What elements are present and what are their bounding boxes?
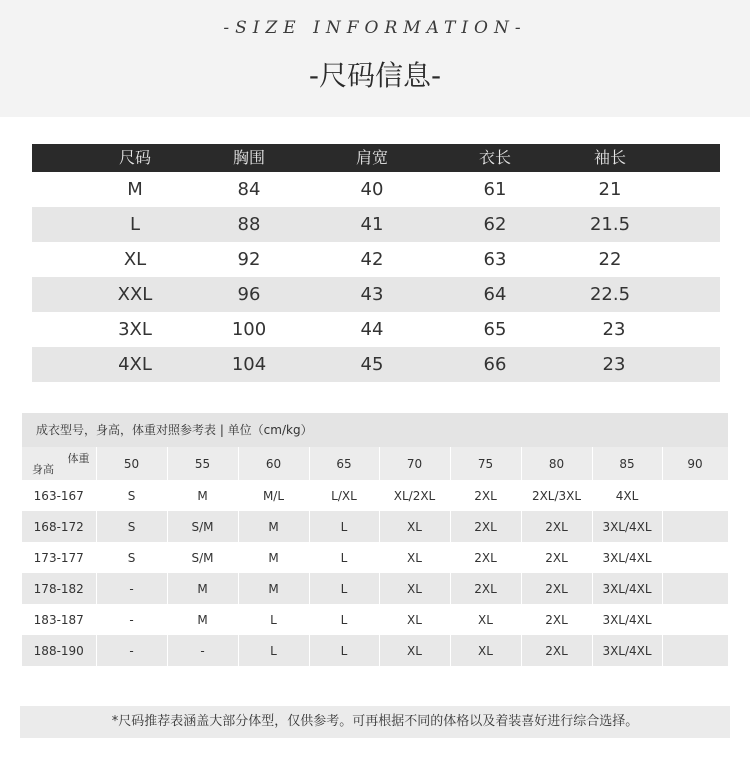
subtitle: -SIZE INFORMATION- — [223, 18, 527, 38]
size-cell: 65 — [483, 319, 507, 340]
size-cell: 2XL — [521, 635, 592, 666]
table-row — [22, 542, 728, 573]
size-cell — [662, 635, 728, 666]
size-cell: 104 — [231, 354, 267, 375]
table-row — [22, 573, 728, 604]
size-cell — [662, 542, 728, 573]
size-cell: - — [167, 635, 238, 666]
size-cell: 45 — [360, 354, 384, 375]
header-cell: 衣长 — [478, 148, 512, 167]
size-cell: M — [167, 480, 238, 511]
size-cell: M/L — [238, 480, 309, 511]
footnote: *尺码推荐表涵盖大部分体型，仅供参考。可再根据不同的体格以及着装喜好进行综合选择。 — [20, 706, 730, 738]
size-cell: M — [127, 179, 143, 200]
weight-header-row — [22, 447, 728, 480]
size-cell: 2XL — [450, 480, 521, 511]
header-cell: 胸围 — [232, 148, 266, 167]
size-cell: XL — [379, 573, 450, 604]
weight-cell: 75 — [450, 447, 521, 480]
size-cell: L — [238, 635, 309, 666]
size-cell: L/XL — [309, 480, 379, 511]
size-cell: 66 — [483, 354, 507, 375]
size-cell: S — [96, 542, 167, 573]
size-cell: L — [309, 542, 379, 573]
weight-cell: 80 — [521, 447, 592, 480]
size-cell: XL — [379, 511, 450, 542]
size-cell: - — [96, 635, 167, 666]
size-cell: 2XL — [521, 604, 592, 635]
table-row — [32, 207, 720, 242]
size-cell: 44 — [360, 319, 384, 340]
size-cell: L — [309, 573, 379, 604]
corner-cell — [22, 447, 96, 480]
size-cell — [662, 480, 728, 511]
size-cell: L — [309, 511, 379, 542]
size-cell: 96 — [237, 284, 261, 305]
header-cell: 肩宽 — [355, 148, 389, 167]
size-cell: 88 — [237, 214, 261, 235]
size-cell: XL — [379, 635, 450, 666]
reference-grid — [22, 447, 729, 666]
size-cell: 3XL/4XL — [592, 604, 662, 635]
size-cell: 64 — [483, 284, 507, 305]
height-cell: 178-182 — [22, 573, 96, 604]
size-cell: 84 — [237, 179, 261, 200]
size-cell: 3XL/4XL — [592, 542, 662, 573]
weight-cell: 85 — [592, 447, 662, 480]
corner-weight-label: 体重 — [67, 452, 90, 465]
height-cell: 183-187 — [22, 604, 96, 635]
size-cell: S — [96, 511, 167, 542]
size-cell: 4XL — [592, 480, 662, 511]
size-cell: XL — [123, 249, 147, 270]
size-cell: 3XL/4XL — [592, 511, 662, 542]
size-cell: 2XL/3XL — [521, 480, 592, 511]
size-cell: M — [167, 604, 238, 635]
height-cell: 188-190 — [22, 635, 96, 666]
size-cell: 2XL — [521, 573, 592, 604]
table-row — [32, 172, 720, 207]
size-cell: 3XL/4XL — [592, 635, 662, 666]
size-cell: 2XL — [450, 542, 521, 573]
size-cell: 22 — [598, 249, 622, 270]
size-cell: 3XL/4XL — [592, 573, 662, 604]
weight-cell: 60 — [238, 447, 309, 480]
size-cell: 22.5 — [589, 284, 631, 305]
table-row — [22, 604, 728, 635]
table-row — [32, 277, 720, 312]
weight-cell: 70 — [379, 447, 450, 480]
size-cell: S — [96, 480, 167, 511]
height-cell: 168-172 — [22, 511, 96, 542]
size-cell: 3XL — [118, 319, 152, 340]
page-title: -尺码信息- — [308, 59, 442, 92]
size-cell: 63 — [483, 249, 507, 270]
size-cell: 2XL — [450, 511, 521, 542]
size-cell: 100 — [231, 319, 267, 340]
size-cell: XL — [379, 604, 450, 635]
size-cell: - — [96, 573, 167, 604]
size-cell: M — [167, 573, 238, 604]
reference-caption: 成衣型号，身高，体重对照参考表 | 单位（cm/kg） — [22, 413, 728, 447]
header-cell: 袖长 — [593, 148, 627, 167]
size-cell: L — [129, 214, 141, 235]
size-table — [32, 144, 720, 382]
size-cell: 23 — [602, 319, 626, 340]
size-cell: 41 — [360, 214, 384, 235]
size-cell: 23 — [602, 354, 626, 375]
size-cell — [662, 604, 728, 635]
size-cell: 2XL — [450, 573, 521, 604]
height-cell: 163-167 — [22, 480, 96, 511]
size-cell: - — [96, 604, 167, 635]
height-cell: 173-177 — [22, 542, 96, 573]
size-cell: 42 — [360, 249, 384, 270]
size-cell: 62 — [483, 214, 507, 235]
size-cell: L — [309, 604, 379, 635]
size-cell: 21 — [598, 179, 622, 200]
size-cell: 4XL — [118, 354, 152, 375]
weight-cell: 50 — [96, 447, 167, 480]
size-cell: S/M — [167, 542, 238, 573]
size-cell: 40 — [360, 179, 384, 200]
header-cell: 尺码 — [118, 148, 152, 167]
size-cell: 43 — [360, 284, 384, 305]
size-table-header — [32, 144, 720, 172]
weight-cell: 55 — [167, 447, 238, 480]
size-cell: L — [238, 604, 309, 635]
size-cell: M — [238, 511, 309, 542]
table-row — [22, 511, 728, 542]
size-cell: XL — [379, 542, 450, 573]
reference-table — [22, 413, 728, 666]
table-row — [22, 480, 728, 511]
size-cell — [662, 511, 728, 542]
size-cell: 2XL — [521, 542, 592, 573]
weight-cell: 90 — [662, 447, 728, 480]
size-cell: XXL — [117, 284, 153, 305]
size-cell: L — [309, 635, 379, 666]
size-cell: M — [238, 542, 309, 573]
size-cell: XL/2XL — [379, 480, 450, 511]
size-cell: 92 — [237, 249, 261, 270]
corner-height-label: 身高 — [32, 463, 54, 476]
table-row — [32, 242, 720, 277]
table-row — [22, 635, 728, 666]
size-cell: 21.5 — [589, 214, 631, 235]
size-cell — [662, 573, 728, 604]
size-cell: 61 — [483, 179, 507, 200]
size-cell: XL — [450, 604, 521, 635]
weight-cell: 65 — [309, 447, 379, 480]
table-row — [32, 347, 720, 382]
size-cell: 2XL — [521, 511, 592, 542]
size-cell: S/M — [167, 511, 238, 542]
table-row — [32, 312, 720, 347]
size-cell: XL — [450, 635, 521, 666]
size-cell: M — [238, 573, 309, 604]
